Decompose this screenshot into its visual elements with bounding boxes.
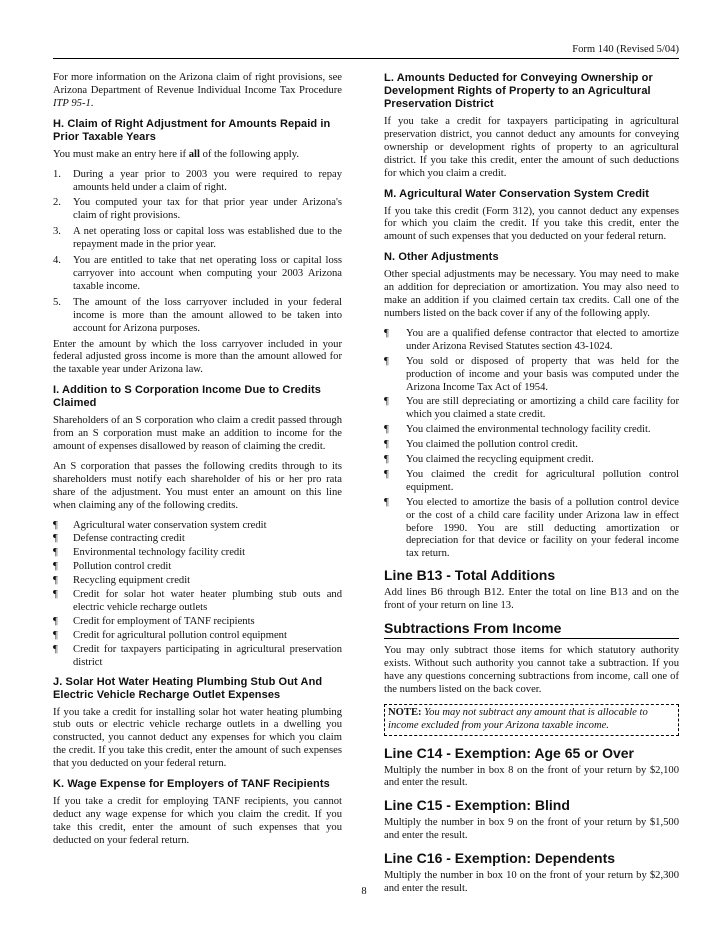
note-label: NOTE:: [388, 706, 422, 718]
note-text: You may not subtract any amount that is allocable to income excluded from your Arizona taxable income.: [388, 706, 648, 731]
line-c15-heading: Line C15 - Exemption: Blind: [384, 797, 570, 814]
form-label: Form 140 (Revised 5/04): [572, 44, 679, 55]
list-item: ¶ Credit for agricultural pollution control equipment: [53, 629, 287, 641]
list-item: 2. You computed your tax for that prior year under Arizona's claim of right provisions.: [53, 197, 342, 222]
section-i-heading: I. Addition to S Corporation Income Due to Credits Claimed: [53, 384, 321, 410]
right-column: [384, 72, 679, 903]
list-item: 1. During a year prior to 2003 you were required to repay amounts held under a claim of right.: [53, 168, 342, 193]
list-item: ¶ Agricultural water conservation system credit: [53, 519, 267, 531]
section-h-intro: You must make an entry here if all of the following apply.: [53, 148, 299, 160]
list-item: 5. The amount of the loss carryover included in your federal income is more than the amount allowed to be taken into account for Arizona purposes.: [53, 296, 342, 334]
intro-paragraph: For more information on the Arizona claim of right provisions, see Arizona Department of Revenue Individual Income Tax Procedure ITP 95-1.: [53, 72, 342, 109]
section-h-instruction: Enter the amount by which the loss carryover included in your federal adjusted gross income is more than the amount allowed for the taxable year under Arizona law.: [53, 338, 342, 376]
list-item: ¶ You claimed the environmental technology facility credit.: [384, 424, 651, 436]
list-item: ¶ You elected to amortize the basis of a pollution control device or the cost of a child care facility under Arizona law in effect before 1990. You are still deducting amortization or depreciation for that device or facility on your federal income tax return.: [384, 496, 679, 560]
section-m-heading: M. Agricultural Water Conservation System Credit: [384, 187, 649, 200]
list-item: ¶ You are a qualified defense contractor that elected to amortize under Arizona Revised Statutes section 43-1024.: [384, 327, 679, 352]
list-item: ¶ You claimed the credit for agricultural pollution control equipment.: [384, 468, 679, 493]
section-i-credit-list: [53, 520, 342, 670]
section-j-heading: J. Solar Hot Water Heating Plumbing Stub Out And Electric Vehicle Recharge Outlet Expenses: [53, 675, 323, 701]
section-n-list: [384, 328, 679, 561]
section-k-paragraph: If you take a credit for employing TANF recipients, you cannot deduct any wage expense for which you claim the credit. If you take this credit, enter the amount of such expenses that you deducted on your federal return.: [53, 796, 342, 846]
list-item: ¶ You claimed the pollution control credit.: [384, 439, 578, 451]
list-item: ¶ You are still depreciating or amortizing a child care facility for which you claimed a state credit.: [384, 396, 679, 421]
list-item: 4. You are entitled to take that net operating loss or capital loss carryover into account when computing your 2003 Arizona taxable income.: [53, 255, 342, 292]
list-item: 3. A net operating loss or capital loss was established due to the repayment made in the prior year.: [53, 226, 342, 251]
section-j-paragraph: If you take a credit for installing solar hot water heating plumbing stub outs or electric vehicle recharge outlets in a dwelling you constructed, you cannot deduct any expenses for which you claim the credit. If you take this credit, enter the amount of such expenses that you deducted on your federal return.: [53, 706, 342, 770]
subtractions-paragraph: You may only subtract those items for which statutory authority exists. Without such authority you cannot take a subtraction. If you have any questions concerning subtractions from income, call one of the numbers listed on the back cover.: [384, 645, 679, 695]
list-item: ¶ You claimed the recycling equipment credit.: [384, 454, 594, 466]
line-b13-paragraph: Add lines B6 through B12. Enter the total on line B13 and on the front of your return on line 13.: [384, 587, 679, 612]
section-l-heading: L. Amounts Deducted for Conveying Ownership or Development Rights of Property to an Agricultural Preservation District: [384, 72, 653, 110]
line-c16-paragraph: Multiply the number in box 10 on the front of your return by $2,300 and enter the result.: [384, 870, 679, 895]
section-n-heading: N. Other Adjustments: [384, 251, 499, 264]
line-c16-heading: Line C16 - Exemption: Dependents: [384, 850, 616, 867]
list-item: ¶ Environmental technology facility credit: [53, 547, 246, 559]
section-h-list: [53, 169, 342, 336]
line-b13-heading: Line B13 - Total Additions: [384, 567, 556, 584]
list-item: ¶ Recycling equipment credit: [53, 575, 191, 587]
subtractions-heading: Subtractions From Income: [384, 620, 679, 639]
list-item: ¶ Credit for taxpayers participating in agricultural preservation district: [53, 643, 342, 668]
section-m-paragraph: If you take this credit (Form 312), you cannot deduct any expenses for which you claim the credit. If you take this credit, enter the amount of such expenses that you deducted on your federal return.: [384, 205, 679, 243]
itp-reference: ITP 95-1: [53, 97, 91, 109]
list-item: ¶ Credit for employment of TANF recipients: [53, 615, 255, 627]
section-i-paragraph-2: An S corporation that passes the following credits through to its shareholders must notify each shareholder of his or her pro rata share of the adjustment. You must enter an amount on this line when claiming any of the following credits.: [53, 460, 342, 511]
section-l-paragraph: If you take a credit for taxpayers participating in agricultural preservation district, you cannot deduct any amounts for conveying ownership or development rights of property to an agricultural district. If you take this credit, enter the amount of such deductions for which you claim a credit.: [384, 116, 679, 179]
section-k-heading: K. Wage Expense for Employers of TANF Recipients: [53, 778, 330, 791]
note-box: [384, 704, 679, 736]
header-rule: [53, 58, 679, 59]
list-item: ¶ Credit for solar hot water heater plumbing stub outs and electric vehicle recharge outlets: [53, 589, 342, 613]
list-item: ¶ Pollution control credit: [53, 561, 172, 573]
section-n-paragraph: Other special adjustments may be necessary. You may need to make an addition for depreciation or amortization. You may also need to make an addition if you claimed certain tax credits. Call one of the numbers listed on the back cover if any of the following apply.: [384, 269, 679, 319]
list-item: ¶ Defense contracting credit: [53, 533, 185, 545]
left-column: [53, 72, 342, 855]
list-item: ¶ You sold or disposed of property that was held for the production of income and your basis was computed under the Arizona Income Tax Act of 1954.: [384, 355, 679, 393]
section-i-paragraph-1: Shareholders of an S corporation who claim a credit passed through from an S corporation must make an addition to income for the amount of expenses disallowed by reason of claiming the credit.: [53, 415, 342, 453]
line-c14-heading: Line C14 - Exemption: Age 65 or Over: [384, 744, 634, 761]
line-c14-paragraph: Multiply the number in box 8 on the front of your return by $2,100 and enter the result.: [384, 764, 679, 789]
page-number: 8: [361, 886, 367, 897]
section-h-heading: H. Claim of Right Adjustment for Amounts Repaid in Prior Taxable Years: [53, 117, 331, 143]
line-c15-paragraph: Multiply the number in box 9 on the front of your return by $1,500 and enter the result.: [384, 817, 679, 842]
